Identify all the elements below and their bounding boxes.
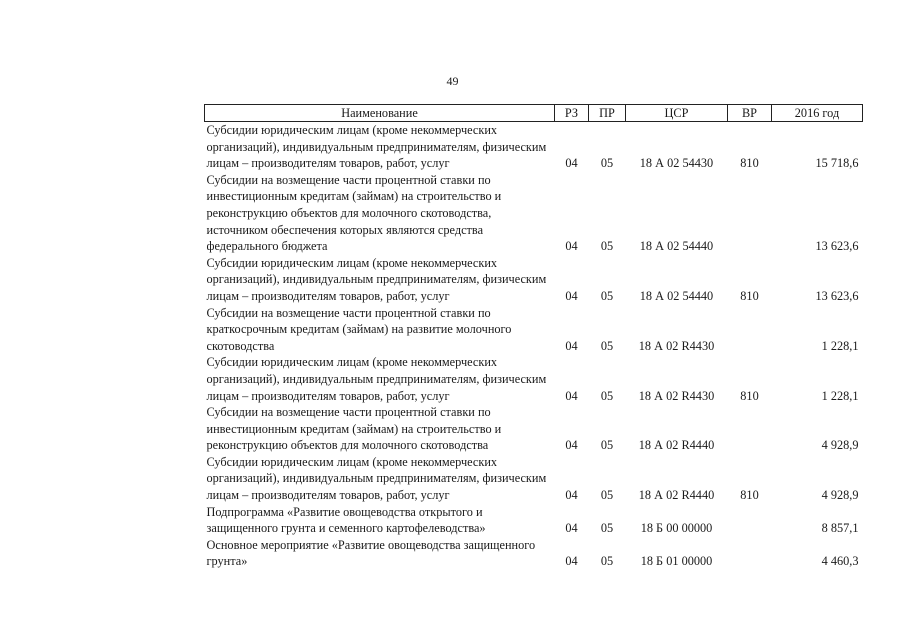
row-vr <box>728 172 772 255</box>
table-row <box>205 122 863 172</box>
row-name: Подпрограмма «Развитие овощеводства открытого и защищенного грунта и семенного картофелеводства» <box>206 504 486 536</box>
row-pr: 05 <box>600 438 614 453</box>
row-pr: 05 <box>600 521 614 536</box>
row-vr <box>728 305 772 355</box>
row-amount: 4 928,9 <box>821 438 859 453</box>
header-vr: ВР <box>728 105 772 122</box>
row-csr: 18 Б 00 00000 <box>640 521 713 536</box>
header-csr: ЦСР <box>626 105 728 122</box>
row-pr: 05 <box>600 156 614 171</box>
header-year: 2016 год <box>772 105 863 122</box>
row-name: Субсидии юридическим лицам (кроме некоммерческих организаций), индивидуальным предпринимателям, физическим лицам – производителям товаров, работ, услуг <box>206 355 547 403</box>
table-row <box>205 454 863 504</box>
budget-table <box>204 104 863 570</box>
row-csr: 18 А 02 R4430 <box>638 338 715 353</box>
row-vr: 810 <box>740 488 759 503</box>
row-amount: 15 718,6 <box>815 156 859 171</box>
header-pr: ПР <box>589 105 626 122</box>
row-name: Субсидии юридическим лицам (кроме некоммерческих организаций), индивидуальным предпринимателям, физическим лицам – производителям товаров, работ, услуг <box>206 255 547 303</box>
row-rz: 04 <box>565 388 578 403</box>
row-vr <box>728 504 772 537</box>
row-rz: 04 <box>565 239 578 254</box>
row-csr: 18 А 02 54430 <box>639 156 714 171</box>
row-pr: 05 <box>600 338 614 353</box>
table-row <box>205 537 863 570</box>
table-row <box>205 255 863 305</box>
row-rz: 04 <box>565 338 578 353</box>
table-row <box>205 504 863 537</box>
row-amount: 8 857,1 <box>821 521 859 536</box>
row-name: Субсидии юридическим лицам (кроме некоммерческих организаций), индивидуальным предпринимателям, физическим лицам – производителям товаров, работ, услуг <box>206 454 547 503</box>
row-amount: 4 928,9 <box>821 488 859 503</box>
row-vr <box>728 404 772 454</box>
row-amount: 1 228,1 <box>821 338 859 353</box>
row-rz: 04 <box>565 554 578 569</box>
row-name: Субсидии на возмещение части процентной ставки по инвестиционным кредитам (займам) на строительство и реконструкцию объектов для молочного скотоводства, источником обеспечения которых являются средства федерального бюджета <box>206 172 502 254</box>
row-rz: 04 <box>565 488 578 503</box>
row-csr: 18 А 02 R4440 <box>638 488 715 503</box>
header-rz: РЗ <box>555 105 589 122</box>
row-amount: 1 228,1 <box>821 388 859 403</box>
page-number: 49 <box>446 74 459 88</box>
row-rz: 04 <box>565 156 578 171</box>
row-amount: 4 460,3 <box>821 554 859 569</box>
row-amount: 13 623,6 <box>815 239 859 254</box>
row-rz: 04 <box>565 288 578 303</box>
row-vr: 810 <box>740 388 759 403</box>
row-vr: 810 <box>740 288 759 303</box>
row-pr: 05 <box>600 554 614 569</box>
table-header-row <box>205 105 863 122</box>
row-csr: 18 Б 01 00000 <box>640 554 713 569</box>
row-csr: 18 А 02 54440 <box>639 288 714 303</box>
row-name: Основное мероприятие «Развитие овощеводства защищенного грунта» <box>206 537 536 569</box>
row-pr: 05 <box>600 288 614 303</box>
table-row <box>205 404 863 454</box>
row-vr <box>728 537 772 570</box>
row-name: Субсидии на возмещение части процентной ставки по инвестиционным кредитам (займам) на строительство и реконструкцию объектов для молочного скотоводства <box>206 405 502 453</box>
row-csr: 18 А 02 R4440 <box>638 438 715 453</box>
row-name: Субсидии юридическим лицам (кроме некоммерческих организаций), индивидуальным предпринимателям, физическим лицам – производителям товаров, работ, услуг <box>206 123 547 171</box>
row-rz: 04 <box>565 438 578 453</box>
table-row <box>205 172 863 255</box>
row-pr: 05 <box>600 488 614 503</box>
row-vr: 810 <box>740 156 759 171</box>
row-rz: 04 <box>565 521 578 536</box>
table-row <box>205 354 863 404</box>
row-amount: 13 623,6 <box>815 288 859 303</box>
table-row <box>205 305 863 355</box>
row-pr: 05 <box>600 388 614 403</box>
header-name: Наименование <box>205 105 555 122</box>
row-csr: 18 А 02 R4430 <box>638 388 715 403</box>
row-csr: 18 А 02 54440 <box>639 239 714 254</box>
row-name: Субсидии на возмещение части процентной ставки по краткосрочным кредитам (займам) на развитие молочного скотоводства <box>206 305 512 353</box>
row-pr: 05 <box>600 239 614 254</box>
